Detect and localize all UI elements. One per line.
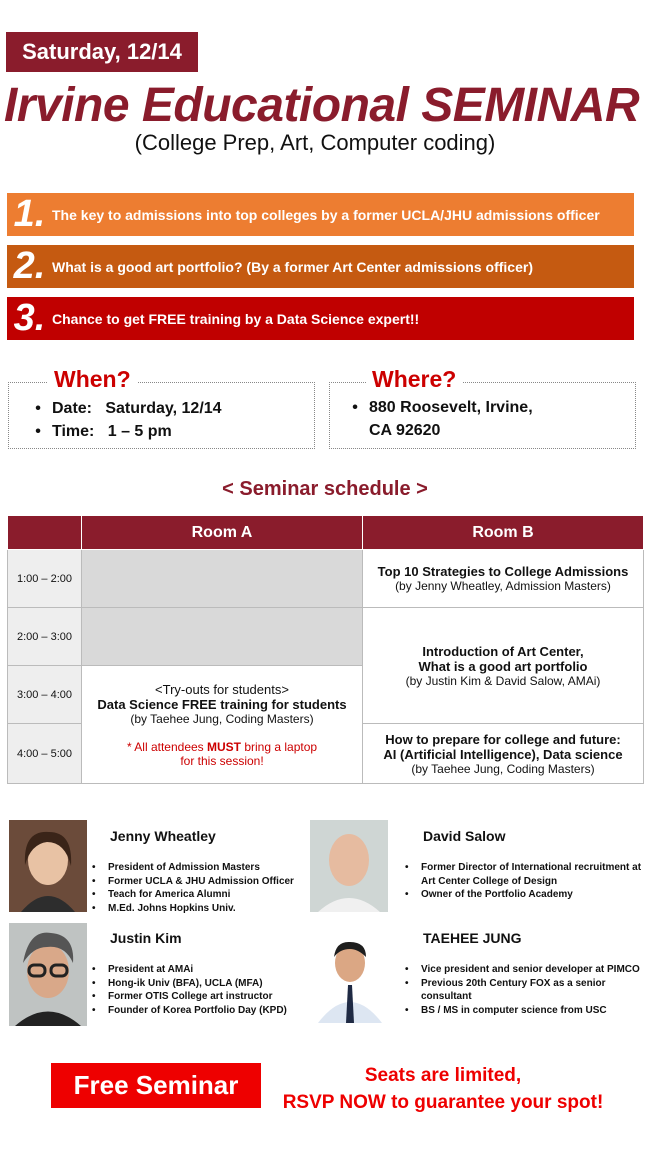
rsvp-line-2: RSVP NOW to guarantee your spot!	[282, 1092, 604, 1113]
time-slot: 2:00 – 3:00	[8, 608, 82, 666]
speaker-bio: • Former Director of International recruitment at Art Center College of Design • Owner of the Portfolio Academy	[405, 862, 642, 900]
room-b-session-4	[363, 724, 644, 784]
session-title: <Try-outs for students>	[155, 681, 289, 697]
when-date: Date: Saturday, 12/14	[52, 400, 222, 417]
portrait-icon	[9, 923, 87, 1026]
topic-text: The key to admissions into top colleges by a former UCLA/JHU admissions officer	[52, 206, 600, 223]
topic-number: 2.	[13, 245, 46, 287]
time-slot: 3:00 – 4:00	[8, 666, 82, 724]
room-a-empty	[82, 608, 363, 666]
rsvp-line-1: Seats are limited,	[364, 1065, 522, 1086]
topic-text: Chance to get FREE training by a Data Science expert!!	[52, 310, 420, 327]
room-b-header: Room B	[363, 516, 644, 550]
when-heading: When?	[48, 366, 137, 393]
session-title: What is a good art portfolio	[418, 658, 588, 674]
topic-1	[7, 193, 634, 236]
topic-3	[7, 297, 634, 340]
page-title: Irvine Educational SEMINAR	[4, 79, 640, 132]
portrait-icon	[9, 820, 87, 912]
taehee-photo	[310, 933, 388, 1023]
time-slot: 1:00 – 2:00	[8, 550, 82, 608]
session-title: Top 10 Strategies to College Admissions	[377, 564, 629, 579]
where-list	[341, 396, 533, 442]
room-a-empty	[82, 550, 363, 608]
session-speaker: (by Jenny Wheatley, Admission Masters)	[395, 579, 611, 593]
rsvp-message	[278, 1062, 608, 1116]
where-line-2: CA 92620	[369, 422, 441, 439]
session-title: How to prepare for college and future:	[385, 731, 621, 747]
topic-number: 1.	[13, 193, 46, 235]
speaker-name: Justin Kim	[110, 930, 182, 946]
topic-number: 3.	[13, 297, 46, 339]
room-a-header: Room A	[82, 516, 363, 550]
session-title: AI (Artificial Intelligence), Data science	[383, 746, 623, 762]
schedule-title: < Seminar schedule >	[222, 478, 428, 500]
bullet-icon: •	[352, 399, 358, 416]
bullet-icon: •	[35, 423, 41, 440]
when-list	[24, 397, 222, 443]
speaker-name: TAEHEE JUNG	[423, 930, 522, 946]
session-speaker: (by Justin Kim & David Salow, AMAi)	[405, 673, 601, 688]
laptop-warning-line-2: for this session!	[180, 753, 264, 768]
date-badge: Saturday, 12/14	[6, 32, 198, 72]
bullet-icon: •	[35, 400, 41, 417]
speaker-name: Jenny Wheatley	[110, 828, 216, 844]
portrait-icon	[310, 820, 388, 912]
where-heading: Where?	[366, 366, 462, 393]
where-line-1: 880 Roosevelt, Irvine,	[369, 399, 533, 416]
room-b-session-2	[363, 608, 644, 724]
speaker-name: David Salow	[423, 828, 506, 844]
topic-text: What is a good art portfolio? (By a former Art Center admissions officer)	[52, 258, 533, 275]
session-speaker: (by Taehee Jung, Coding Masters)	[411, 761, 595, 776]
david-photo	[310, 820, 388, 912]
when-time: Time: 1 – 5 pm	[52, 423, 172, 440]
speaker-bio: • President at AMAi • Hong-ik Univ (BFA), UCLA (MFA) • Former OTIS College art instructor • Founder of Korea Portfolio Day (KPD)	[92, 964, 287, 1016]
speaker-bio: • President of Admission Masters • Former UCLA & JHU Admission Officer • Teach for America Alumni • M.Ed. Johns Hopkins Univ.	[92, 862, 294, 914]
topic-2	[7, 245, 634, 288]
page-subtitle: (College Prep, Art, Computer coding)	[134, 130, 496, 155]
laptop-warning: * All attendees MUST bring a laptop	[126, 739, 318, 754]
free-seminar-badge: Free Seminar	[51, 1063, 261, 1108]
room-a-session-3	[82, 666, 363, 784]
justin-photo	[9, 923, 87, 1026]
portrait-icon	[310, 933, 388, 1023]
schedule-table	[7, 515, 644, 784]
jenny-photo	[9, 820, 87, 912]
session-speaker: (by Taehee Jung, Coding Masters)	[130, 711, 314, 726]
time-slot: 4:00 – 5:00	[8, 724, 82, 784]
room-b-session-1	[363, 550, 644, 608]
session-title: Introduction of Art Center,	[422, 643, 584, 659]
speaker-bio: • Vice president and senior developer at PIMCO • Previous 20th Century FOX as a senior consultant • BS / MS in computer science from USC	[405, 964, 640, 1016]
session-title: Data Science FREE training for students	[97, 696, 347, 712]
schedule-corner	[8, 516, 82, 550]
